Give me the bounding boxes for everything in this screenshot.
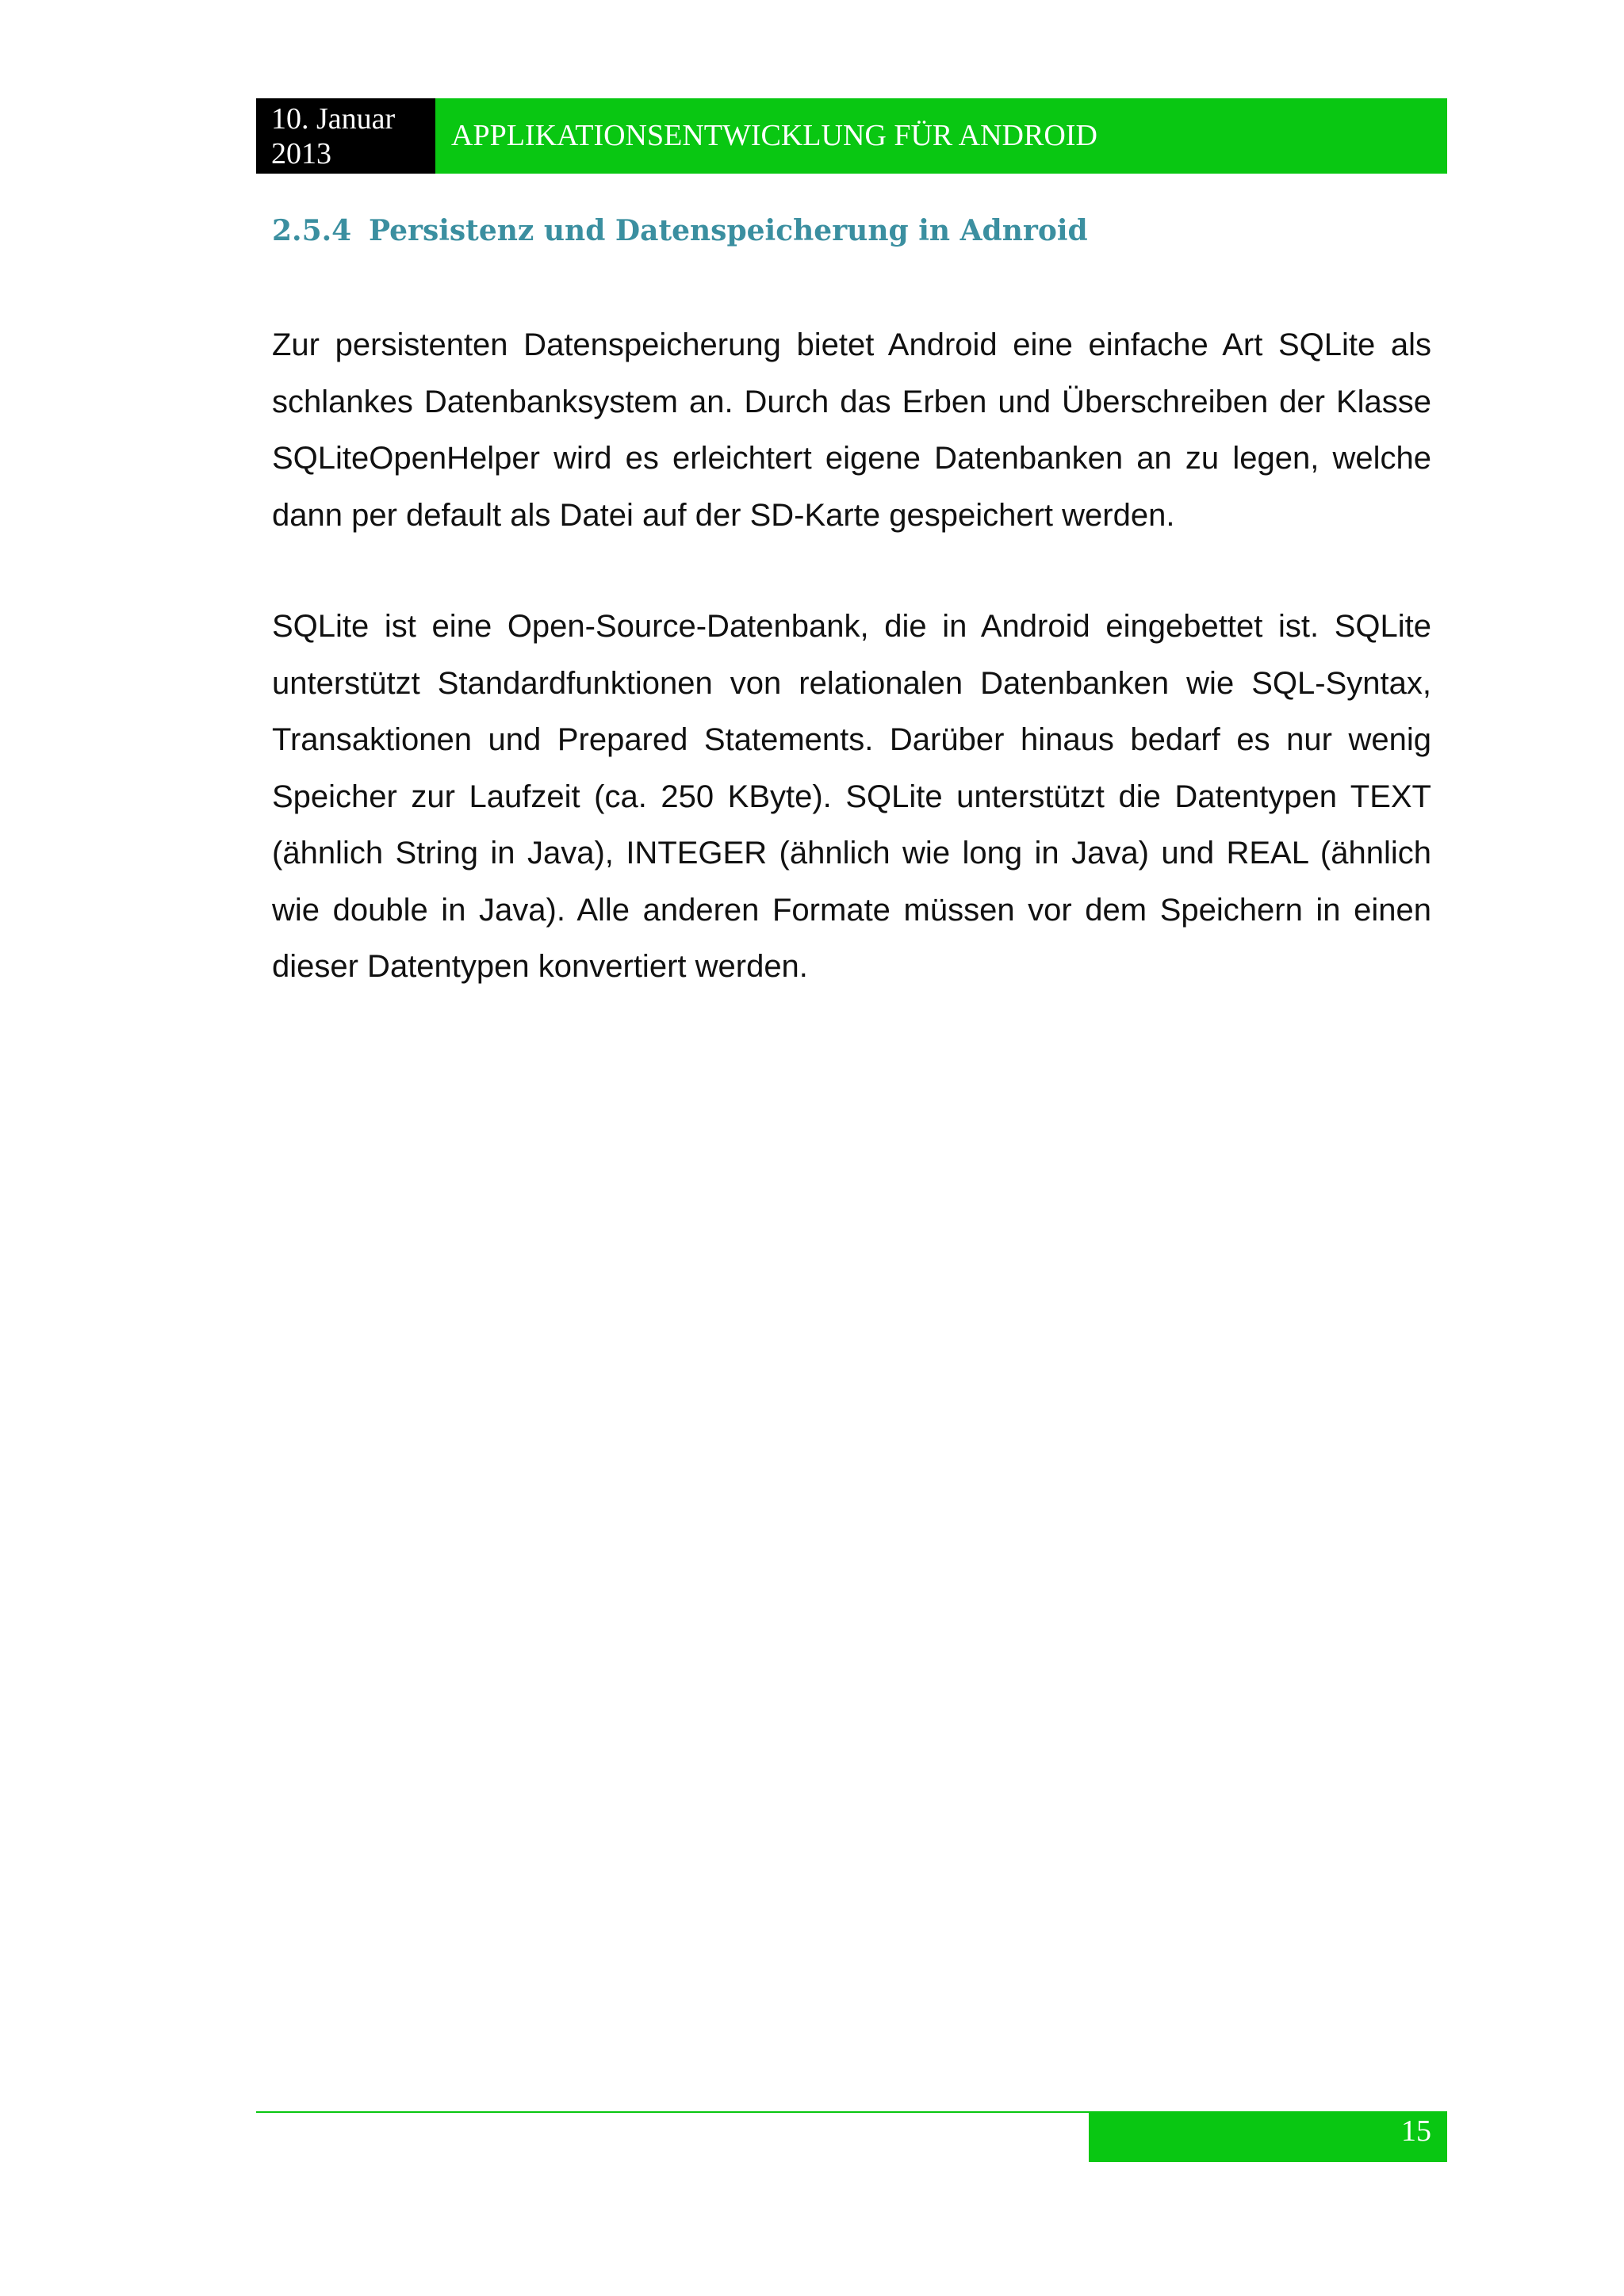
header-title: APPLIKATIONSENTWICKLUNG FÜR ANDROID [451,119,1097,152]
footer-page-box [1089,2111,1447,2162]
section-title: Persistenz und Datenspeicherung in Adnroid [369,214,1088,247]
section-heading [272,208,1088,254]
body-paragraph: Zur persistenten Datenspeicherung bietet Android eine einfache Art SQLite als schlankes Datenbanksystem an. Durch das Erben und Überschreiben der Klasse SQLiteOpenHelper wird es erleichtert eigene Datenbanken an zu legen, welche dann per default als Datei auf der SD-Karte gespeichert werden. [272,327,1431,533]
page-number: 15 [1401,2114,1431,2148]
header-date-line1: 10. Januar [271,102,396,136]
header-date-line2: 2013 [271,137,331,170]
header-date-box [256,98,435,174]
body-paragraph: SQLite ist eine Open-Source-Datenbank, die in Android eingebettet ist. SQLite unterstützt Standardfunktionen von relationalen Datenbanken wie SQL-Syntax, Transaktionen und Prepared Statements. Darüber hinaus bedarf es nur wenig Speicher zur Laufzeit (ca. 250 KByte). SQLite unterstützt die Datentypen TEXT (ähnlich String in Java), INTEGER (ähnlich wie long in Java) und REAL (ähnlich wie double in Java). Alle anderen Formate müssen vor dem Speichern in einen dieser Datentypen konvertiert werden. [272,609,1431,984]
section-number: 2.5.4 [272,214,352,247]
header-title-bar [435,98,1447,174]
